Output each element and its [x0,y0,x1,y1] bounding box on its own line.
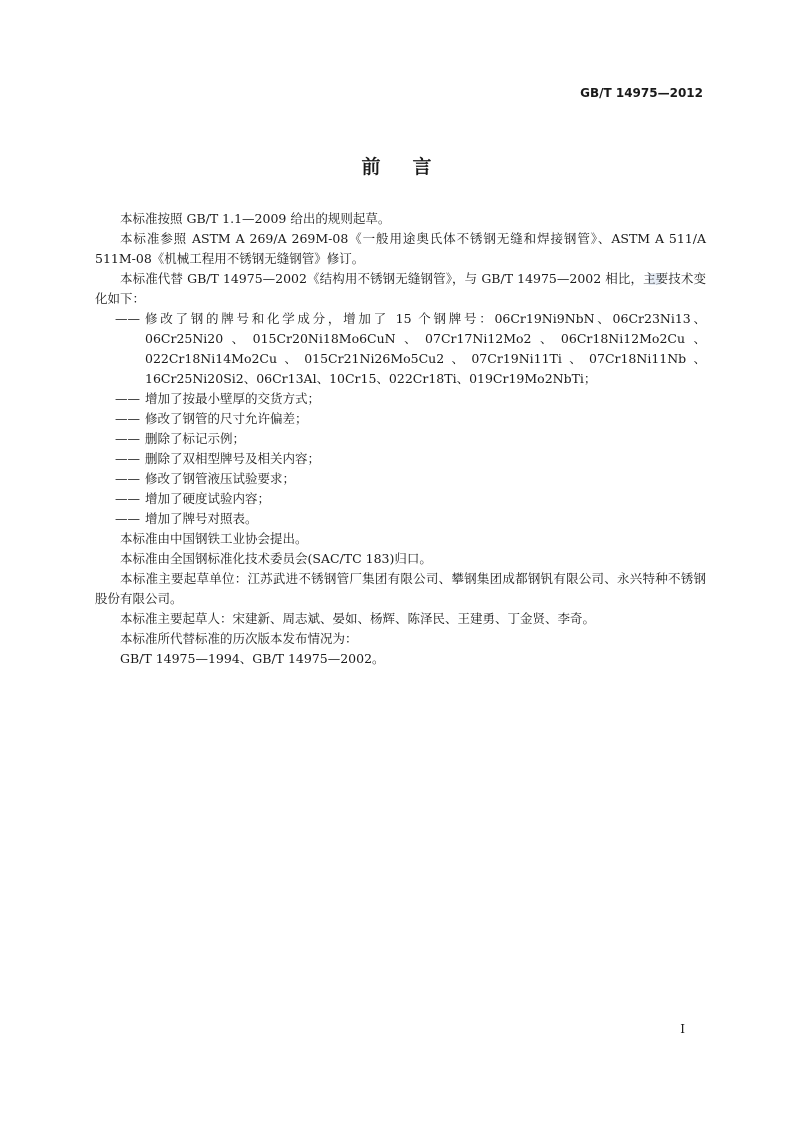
paragraph-references: 本标准参照 ASTM A 269/A 269M-08《一般用途奥氏体不锈钢无缝和焊接钢管》、ASTM A 511/A 511M-08《机械工程用不锈钢无缝钢管》修订。 [95,231,706,266]
dash-mark: —— [115,311,140,326]
list-item [95,489,706,509]
list-item [95,309,706,389]
page-number: I [680,1022,685,1036]
dash-mark: —— [115,411,140,426]
list-item-text: 删除了标记示例； [145,431,246,446]
dash-mark: —— [115,451,140,466]
paragraph-replacement: 本标准代替 GB/T 14975—2002《结构用不锈钢无缝钢管》，与 GB/T 14975—2002 相比，主要技术变化如下： [95,271,706,306]
list-item-text: 修改了钢的牌号和化学成分，增加了 15 个钢牌号：06Cr19Ni9NbN、06Cr23Ni13、06Cr25Ni20、015Cr20Ni18Mo6CuN、07Cr17Ni12Mo2、06Cr18Ni12Mo2Cu、022Cr18Ni14Mo2Cu、015Cr21Ni26Mo5Cu2、07Cr19Ni11Ti、07Cr18Ni11Nb、16Cr25Ni20Si2、06Cr13Al、10Cr15、022Cr18Ti、019Cr19Mo2NbTi； [145,311,706,386]
list-item [95,449,706,469]
list-item [95,389,706,409]
dash-mark: —— [115,511,140,526]
list-item [95,469,706,489]
list-item-text: 增加了硬度试验内容； [145,491,271,506]
paragraph-history-intro: 本标准所代替标准的历次版本发布情况为： [120,631,358,646]
list-item-text: 增加了牌号对照表。 [145,511,258,526]
paragraph-drafting-units: 本标准主要起草单位：江苏武进不锈钢管厂集团有限公司、攀钢集团成都钢钒有限公司、永兴特种不锈钢股份有限公司。 [95,571,706,606]
list-item-text: 删除了双相型牌号及相关内容； [145,451,321,466]
paragraph-drafting-rules: 本标准按照 GB/T 1.1—2009 给出的规则起草。 [120,211,391,226]
paragraph-proposed-by: 本标准由中国钢铁工业协会提出。 [120,531,308,546]
list-item-text: 修改了钢管的尺寸允许偏差； [145,411,308,426]
paragraph-administered-by: 本标准由全国钢标准化技术委员会(SAC/TC 183)归口。 [120,551,432,566]
list-item-text: 增加了按最小壁厚的交货方式； [145,391,321,406]
paragraph-history-versions: GB/T 14975—1994、GB/T 14975—2002。 [120,651,385,666]
list-item [95,409,706,429]
dash-mark: —— [115,491,140,506]
list-item [95,509,706,529]
changes-list [95,309,706,529]
list-item-text: 修改了钢管液压试验要求； [145,471,296,486]
dash-mark: —— [115,471,140,486]
paragraph-drafters: 本标准主要起草人：宋建新、周志斌、晏如、杨辉、陈泽民、王建勇、丁金贤、李奇。 [120,611,596,626]
dash-mark: —— [115,431,140,446]
standard-code: GB/T 14975—2012 [580,86,703,100]
foreword-body [95,209,706,669]
page-title: 前言 [361,156,464,178]
list-item [95,429,706,449]
dash-mark: —— [115,391,140,406]
